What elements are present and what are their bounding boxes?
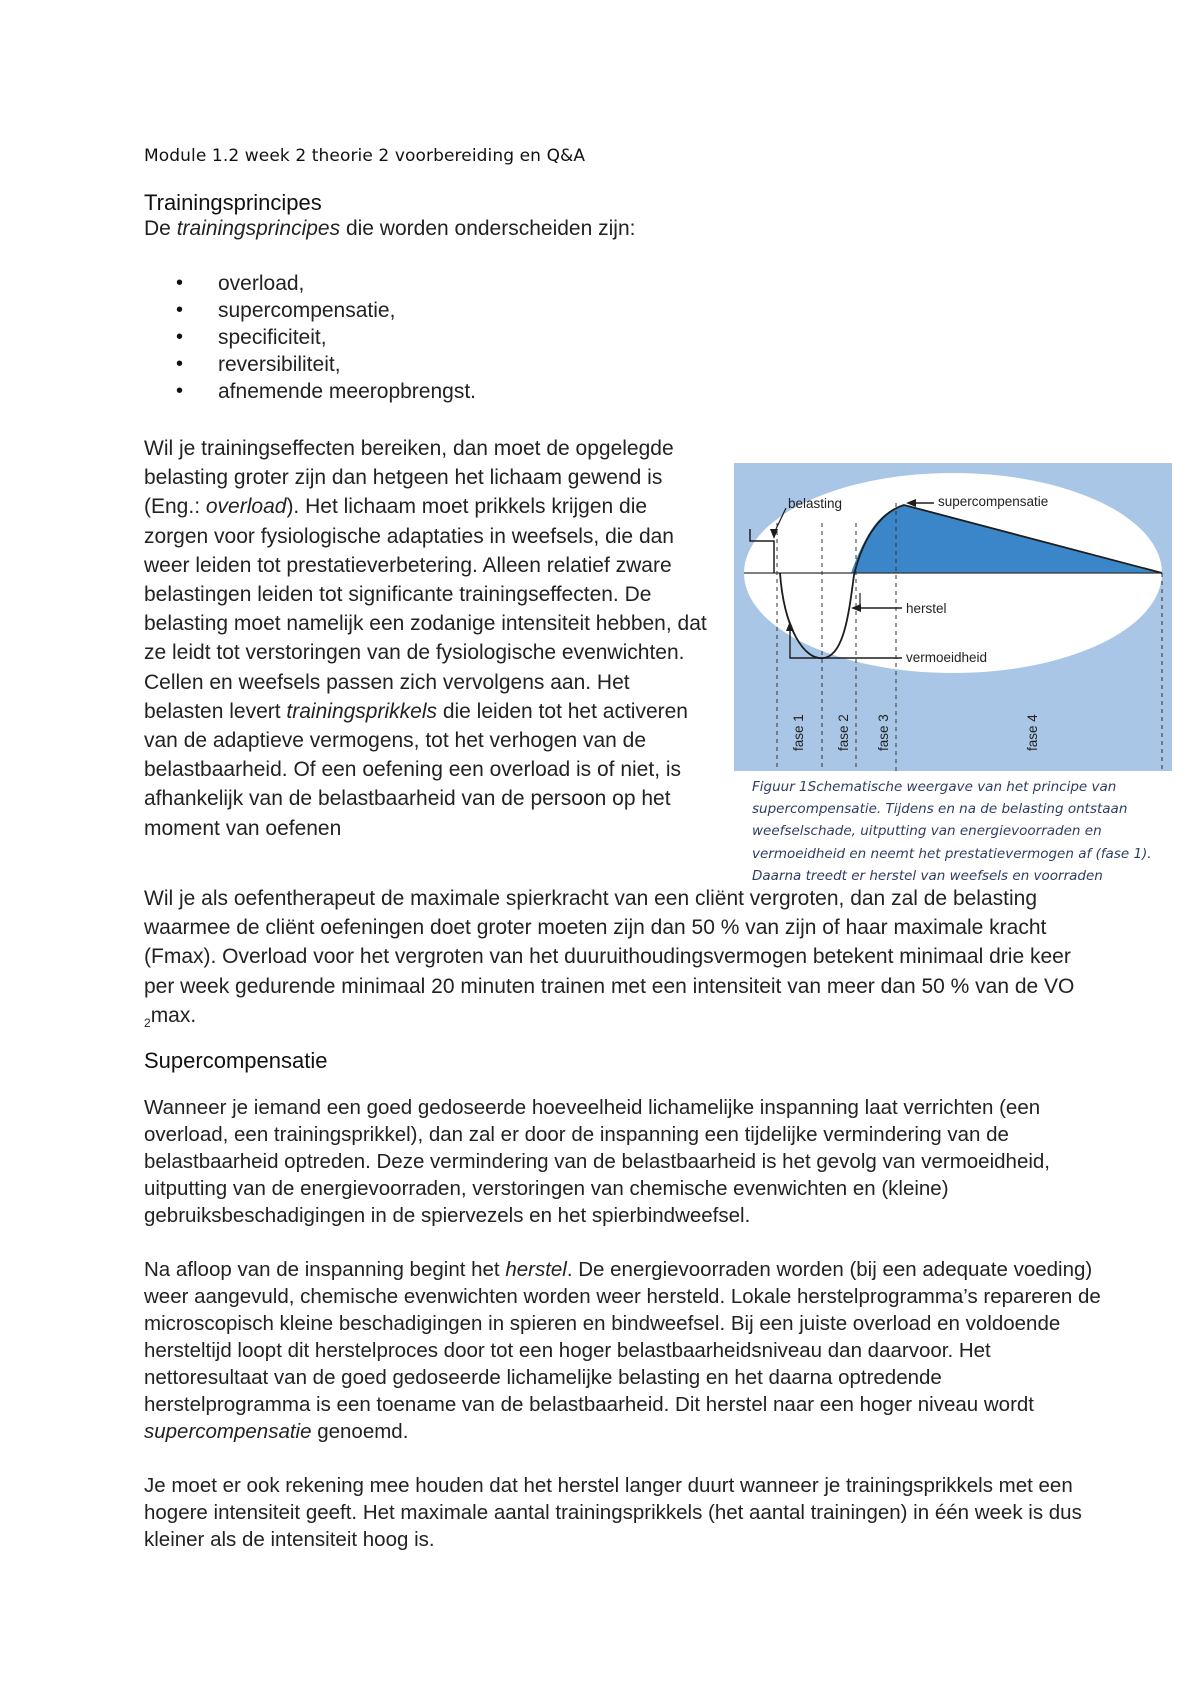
intro-emphasis: trainingsprincipes (176, 217, 341, 240)
list-item: • supercompensatie, (176, 297, 476, 324)
list-item: • overload, (176, 270, 476, 297)
fmax-paragraph (144, 884, 1104, 1038)
paragraph-text: genoemd. (311, 1420, 409, 1443)
intro-line (144, 217, 635, 241)
paragraph-emphasis: supercompensatie (144, 1420, 312, 1443)
supercompensation-figure (734, 463, 1172, 771)
paragraph-text: max. (150, 1003, 197, 1027)
intro-text-pre: De (144, 217, 177, 240)
list-item: • reversibiliteit, (176, 351, 476, 378)
label-fase-3: fase 3 (876, 714, 891, 751)
list-item: • afnemende meeropbrengst. (176, 378, 476, 405)
overload-paragraph (144, 434, 714, 843)
section-heading-trainingsprincipes: Trainingsprincipes (144, 190, 322, 215)
list-item: • specificiteit, (176, 324, 476, 351)
paragraph-text: Wil je trainingseffecten bereiken, dan moet de opgelegde belasting groter zijn dan hetgeen het lichaam gewend is (Eng.: (144, 437, 674, 519)
figure-caption: Figuur 1Schematische weergave van het principe van supercompensatie. Tijdens en na de belasting ontstaan weefselschade, uitputting van energievoorraden en vermoeidheid en neemt het prestatievermogen af (fase 1). Daarna treedt er herstel van weefsels en voorraden (752, 779, 1152, 884)
paragraph-emphasis: overload (205, 495, 287, 519)
paragraph-text: Na afloop van de inspanning begint het (144, 1258, 506, 1281)
intro-text-post: die worden onderscheiden zijn: (340, 217, 636, 240)
paragraph-text: ). Het lichaam moet prikkels krijgen die zorgen voor fysiologische adaptaties in weefsels, die dan weer leiden tot prestatieverbetering. Alleen relatief zware belastingen leiden tot significante trainingseffecten. De belasting moet namelijk een zodanige intensiteit hebben, dat ze leidt tot verstoringen van de fysiologische evenwichten. Cellen en weefsels passen zich vervolgens aan. Het belasten levert (144, 495, 707, 723)
supercompensatie-paragraph-2 (144, 1256, 1104, 1445)
label-belasting: belasting (788, 496, 843, 511)
paragraph-text: . De energievoorraden worden (bij een adequate voeding) weer aangevuld, chemische evenwichten worden weer hersteld. Lokale herstelprogramma’s repareren de microscopisch kleine beschadigingen in spieren en bindweefsel. Bij een juiste overload en voldoende hersteltijd loopt dit herstelproces door tot een hoger belastbaarheidsniveau dan daarvoor. Het nettoresultaat van de goed gedoseerde lichamelijke belasting en het daarna optredende herstelprogramma is een toename van de belastbaarheid. Dit herstel naar een hoger niveau wordt (144, 1258, 1101, 1416)
paragraph-text: Wil je als oefentherapeut de maximale spierkracht van een cliënt vergroten, dan zal de belasting waarmee de cliënt oefeningen doet groter moeten zijn dan 50 % van zijn of haar maximale kracht (Fmax). Overload voor het vergroten van het duuruithoudingsvermogen betekent minimaal drie keer per week gedurende minimaal 20 minuten trainen met een intensiteit van meer dan 50 % van de VO (144, 887, 1075, 998)
principles-list (176, 270, 476, 405)
paragraph-text: die leiden tot het activeren van de adaptieve vermogens, tot het verhogen van de belastbaarheid. Of een oefening een overload is of niet, is afhankelijk van de belastbaarheid van de persoon op het moment van oefenen (144, 699, 688, 840)
supercompensatie-paragraph-1: Wanneer je iemand een goed gedoseerde hoeveelheid lichamelijke inspanning laat verrichten (een overload, een trainingsprikkel), dan zal er door de inspanning een tijdelijke vermindering van de belastbaarheid optreden. Deze vermindering van de belastbaarheid is het gevolg van vermoeidheid, uitputting van de energievoorraden, verstoringen van chemische evenwichten en (kleine) gebruiksbeschadigingen in de spiervezels en het spierbindweefsel. (144, 1096, 1050, 1227)
label-fase-4: fase 4 (1025, 714, 1040, 751)
subscript: 2 (144, 1016, 151, 1030)
label-fase-2: fase 2 (836, 714, 851, 751)
label-fase-1: fase 1 (791, 714, 806, 751)
supercompensatie-paragraph-3: Je moet er ook rekening mee houden dat het herstel langer duurt wanneer je trainingsprikkels met een hogere intensiteit geeft. Het maximale aantal trainingsprikkels (het aantal trainingen) in één week is dus kleiner als de intensiteit hoog is. (144, 1474, 1082, 1551)
document-title: Module 1.2 week 2 theorie 2 voorbereiding en Q&A (144, 146, 586, 166)
paragraph-emphasis: herstel (505, 1258, 567, 1281)
section-heading-supercompensatie: Supercompensatie (144, 1048, 328, 1073)
label-herstel: herstel (906, 601, 947, 616)
label-supercompensatie: supercompensatie (938, 494, 1049, 509)
label-vermoeidheid: vermoeidheid (906, 650, 988, 665)
paragraph-emphasis: trainingsprikkels (286, 699, 437, 723)
